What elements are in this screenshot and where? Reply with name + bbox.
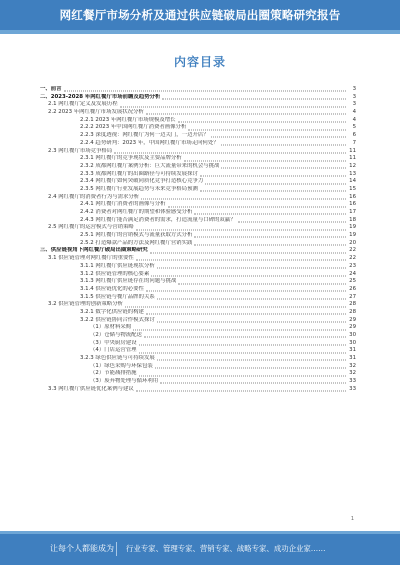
toc-entry-page: 33: [349, 385, 356, 392]
table-of-contents: [40, 86, 356, 394]
toc-entry-label: 2.3.3 成都网红餐厅的出圈路径与可持续发展探讨: [80, 170, 198, 177]
footer-divider: [116, 542, 117, 556]
toc-entry[interactable]: [40, 247, 356, 255]
toc-entry-page: 30: [349, 332, 356, 338]
toc-entry[interactable]: [40, 132, 356, 140]
toc-entry[interactable]: [40, 109, 356, 117]
toc-entry[interactable]: [40, 163, 356, 171]
toc-entry[interactable]: [40, 363, 356, 371]
toc-entry[interactable]: [40, 324, 356, 332]
page-number: 1: [350, 516, 354, 522]
toc-leader-dots: [150, 252, 346, 253]
toc-entry-page: 33: [349, 378, 356, 385]
toc-entry-label: （3）废弃物处理与循环利用: [90, 378, 159, 385]
toc-leader-dots: [184, 160, 346, 161]
toc-entry-page: 4: [352, 116, 356, 123]
toc-entry-page: 5: [352, 124, 356, 131]
toc-leader-dots: [178, 283, 346, 284]
toc-entry-label: 2.4.3 网红餐厅能否满足消费者的需求，打造流量与口碑的双赢？: [80, 216, 236, 223]
toc-entry-page: 14: [349, 178, 356, 185]
toc-entry-page: 19: [349, 232, 356, 239]
toc-entry[interactable]: [40, 194, 356, 202]
toc-entry-label: 2.4.1 网红餐厅消费者的画像与分析: [80, 201, 166, 208]
toc-entry-page: 29: [349, 316, 356, 323]
footer-roles: 行业专家、管理专家、营销专家、战略专家、成功企业家……: [126, 544, 326, 553]
toc-entry-page: 23: [349, 262, 356, 269]
toc-leader-dots: [157, 268, 346, 269]
toc-entry[interactable]: [40, 240, 356, 248]
toc-entry[interactable]: [40, 347, 356, 355]
toc-entry[interactable]: [40, 340, 356, 348]
toc-entry-page: 17: [349, 209, 356, 215]
toc-entry[interactable]: [40, 186, 356, 194]
toc-entry[interactable]: [40, 148, 356, 156]
toc-leader-dots: [141, 198, 346, 199]
toc-entry[interactable]: [40, 386, 356, 394]
toc-entry-label: 3.1.2 供应链管理的核心要素: [80, 270, 150, 277]
toc-entry-label: （4）门店运营管理: [90, 347, 137, 354]
toc-entry-page: 6: [352, 132, 356, 139]
toc-entry-label: 3.2 供应链管理的创新策略分析: [48, 301, 123, 308]
toc-entry-page: 31: [349, 355, 356, 362]
report-title: 网红餐厅市场分析及通过供应链破局出圈策略研究报告: [59, 8, 341, 22]
toc-leader-dots: [178, 122, 346, 123]
toc-entry-label: 2.5 网红餐厅的运营模式与营销策略: [48, 224, 134, 231]
toc-entry-page: 22: [349, 247, 356, 254]
toc-entry-label: 3.3 网红餐厅供应链优化案例与建议: [48, 385, 134, 392]
toc-entry-label: 2.2 2023 年网红餐厅市场发展状况分析: [48, 109, 144, 116]
toc-leader-dots: [194, 245, 346, 246]
toc-entry-label: （2）仓储与物流配送: [90, 332, 142, 338]
toc-entry-label: 2.3 网红餐厅市场竞争格局: [48, 147, 113, 154]
toc-leader-dots: [133, 329, 346, 330]
bottom-banner: [0, 531, 400, 565]
toc-entry-page: 25: [349, 278, 356, 285]
toc-entry-label: 2.2.4 趋势研判：2023 年，中国网红餐厅市场走向何处？: [80, 139, 219, 146]
toc-entry-page: 26: [349, 285, 356, 292]
bottom-stripe: [0, 531, 400, 534]
toc-leader-dots: [139, 352, 346, 353]
toc-entry-label: 3.1.4 供应链优化的必要性: [80, 285, 144, 292]
toc-entry-label: 3.1.3 网红餐厅供应链存在的问题与挑战: [80, 278, 177, 285]
toc-entry-label: 3.2.2 供应链协同合作模式探讨: [80, 316, 155, 323]
toc-leader-dots: [146, 314, 346, 315]
toc-leader-dots: [136, 260, 346, 261]
toc-entry-page: 30: [349, 339, 356, 346]
toc-entry[interactable]: [40, 255, 356, 263]
toc-entry-label: 三、供应链视角下网红餐厅破局出圈策略研究: [40, 247, 148, 254]
toc-leader-dots: [144, 337, 346, 338]
toc-entry-page: 3: [352, 101, 356, 108]
toc-entry-page: 16: [349, 201, 356, 208]
toc-entry[interactable]: [40, 370, 356, 378]
toc-entry-label: 2.5.1 网红餐厅的营销模式与流量获取方式分析: [80, 232, 193, 239]
toc-entry[interactable]: [40, 217, 356, 225]
footer-slogan: 让每个人都能成为: [50, 544, 114, 553]
toc-leader-dots: [168, 206, 346, 207]
toc-entry-page: 29: [349, 324, 356, 331]
toc-entry[interactable]: [40, 101, 356, 109]
toc-leader-dots: [162, 99, 346, 100]
toc-leader-dots: [139, 345, 346, 346]
toc-entry-page: 12: [349, 162, 356, 169]
toc-entry-label: 2.4.2 消费者对网红餐厅的期望和体验感受分析: [80, 209, 193, 215]
toc-entry-page: 32: [349, 362, 356, 369]
toc-entry-page: 32: [349, 370, 356, 377]
toc-entry-label: （1）绿色采购与环保包装: [90, 362, 153, 369]
toc-entry-label: 二、2023-2028 年网红餐厅市场前瞻及趋势分析: [40, 93, 161, 100]
toc-entry-page: 13: [349, 170, 356, 177]
toc-entry-page: 31: [349, 347, 356, 354]
toc-entry[interactable]: [40, 263, 356, 271]
toc-heading: 内容目录: [173, 55, 226, 69]
toc-entry[interactable]: [40, 378, 356, 386]
toc-leader-dots: [139, 375, 346, 376]
toc-entry-page: 28: [349, 301, 356, 308]
toc-entry-page: 20: [349, 239, 356, 246]
toc-entry-label: 2.3.1 网红餐厅的竞争现状及主要品牌分析: [80, 155, 182, 162]
toc-entry[interactable]: [40, 294, 356, 302]
toc-leader-dots: [114, 152, 346, 153]
toc-entry-label: 2.2.2 2023 年中国网红餐厅消费者画像分析: [80, 124, 187, 131]
toc-entry[interactable]: [40, 278, 356, 286]
toc-entry[interactable]: [40, 271, 356, 279]
toc-entry[interactable]: [40, 317, 356, 325]
top-banner: [0, 0, 400, 34]
toc-entry-label: 2.2.1 2023 年网红餐厅市场规模及增长: [80, 116, 176, 123]
toc-entry-label: 3.2.3 绿色供应链与可持续发展: [80, 355, 155, 362]
toc-entry-label: 3.1 供应链管理对网红餐厅的重要性: [48, 255, 134, 262]
toc-leader-dots: [64, 91, 346, 92]
toc-entry-label: 一、前言: [40, 86, 62, 92]
toc-entry-label: 2.2.3 深度透视：网红餐厅为何一边关门，一边开店？: [80, 132, 209, 139]
toc-entry-page: 3: [352, 93, 356, 100]
toc-entry[interactable]: [40, 155, 356, 163]
toc-entry-page: 19: [349, 224, 356, 231]
toc-entry-page: 22: [349, 255, 356, 262]
toc-leader-dots: [160, 383, 346, 384]
toc-leader-dots: [211, 137, 346, 138]
toc-leader-dots: [200, 191, 346, 192]
toc-leader-dots: [188, 129, 346, 130]
toc-leader-dots: [125, 306, 346, 307]
toc-entry-page: 4: [352, 109, 356, 116]
toc-entry[interactable]: [40, 86, 356, 94]
toc-entry[interactable]: [40, 140, 356, 148]
toc-entry-label: 2.3.5 网红餐厅行业发展趋势与未来竞争格局预测: [80, 185, 198, 192]
toc-leader-dots: [146, 114, 346, 115]
toc-leader-dots: [120, 106, 346, 107]
toc-entry-page: 16: [349, 193, 356, 200]
toc-entry[interactable]: [40, 201, 356, 209]
toc-entry[interactable]: [40, 209, 356, 217]
toc-entry-label: 2.3.4 网红餐厅如何突破同质化竞争打造核心竞争力: [80, 178, 204, 185]
toc-entry[interactable]: [40, 301, 356, 309]
toc-entry-label: 2.3.2 成都网红餐厅案例分析：巨大流量带来的机会与挑战: [80, 162, 220, 169]
toc-entry[interactable]: [40, 232, 356, 240]
toc-entry-page: 15: [349, 185, 356, 192]
toc-entry[interactable]: [40, 309, 356, 317]
toc-leader-dots: [136, 391, 346, 392]
toc-entry-label: （3）中央厨房建设: [90, 339, 137, 346]
toc-entry[interactable]: [40, 124, 356, 132]
toc-entry[interactable]: [40, 332, 356, 340]
toc-leader-dots: [157, 360, 346, 361]
toc-entry[interactable]: [40, 178, 356, 186]
toc-leader-dots: [136, 229, 346, 230]
toc-entry-page: 27: [349, 293, 356, 300]
toc-leader-dots: [194, 214, 346, 215]
toc-entry[interactable]: [40, 355, 356, 363]
toc-leader-dots: [221, 145, 346, 146]
toc-leader-dots: [221, 168, 346, 169]
toc-entry[interactable]: [40, 224, 356, 232]
toc-entry[interactable]: [40, 286, 356, 294]
toc-leader-dots: [200, 175, 346, 176]
toc-leader-dots: [157, 321, 346, 322]
toc-entry[interactable]: [40, 94, 356, 102]
toc-entry-page: 28: [349, 308, 356, 315]
toc-entry-page: 18: [349, 216, 356, 223]
toc-entry-label: 3.1.5 供应链与餐厅品牌的关系: [80, 293, 155, 300]
toc-leader-dots: [151, 275, 346, 276]
toc-entry-page: 24: [349, 270, 356, 277]
toc-entry[interactable]: [40, 117, 356, 125]
toc-entry-label: 3.2.1 数字化供应链的构建: [80, 308, 144, 315]
top-stripe: [0, 30, 400, 34]
toc-leader-dots: [155, 368, 346, 369]
toc-entry-label: （2）节能减排措施: [90, 370, 137, 377]
toc-entry-label: 2.1 网红餐厅定义及发展历程: [48, 101, 118, 108]
toc-leader-dots: [238, 222, 346, 223]
toc-leader-dots: [146, 291, 346, 292]
toc-entry[interactable]: [40, 171, 356, 179]
toc-leader-dots: [205, 183, 346, 184]
toc-entry-label: 2.5.2 打造爆款产品的方法及网红餐厅营销实践: [80, 239, 193, 246]
toc-entry-page: 7: [352, 139, 356, 146]
toc-entry-page: 11: [349, 155, 356, 162]
toc-leader-dots: [157, 298, 346, 299]
toc-entry-page: 3: [352, 86, 356, 92]
toc-entry-label: （1）原材料采购: [90, 324, 132, 331]
toc-entry-label: 2.4 网红餐厅的消费者行为与需求分析: [48, 193, 140, 200]
toc-leader-dots: [194, 237, 346, 238]
toc-entry-label: 3.1.1 网红餐厅供应链现状分析: [80, 262, 155, 269]
toc-entry-page: 11: [349, 147, 356, 154]
